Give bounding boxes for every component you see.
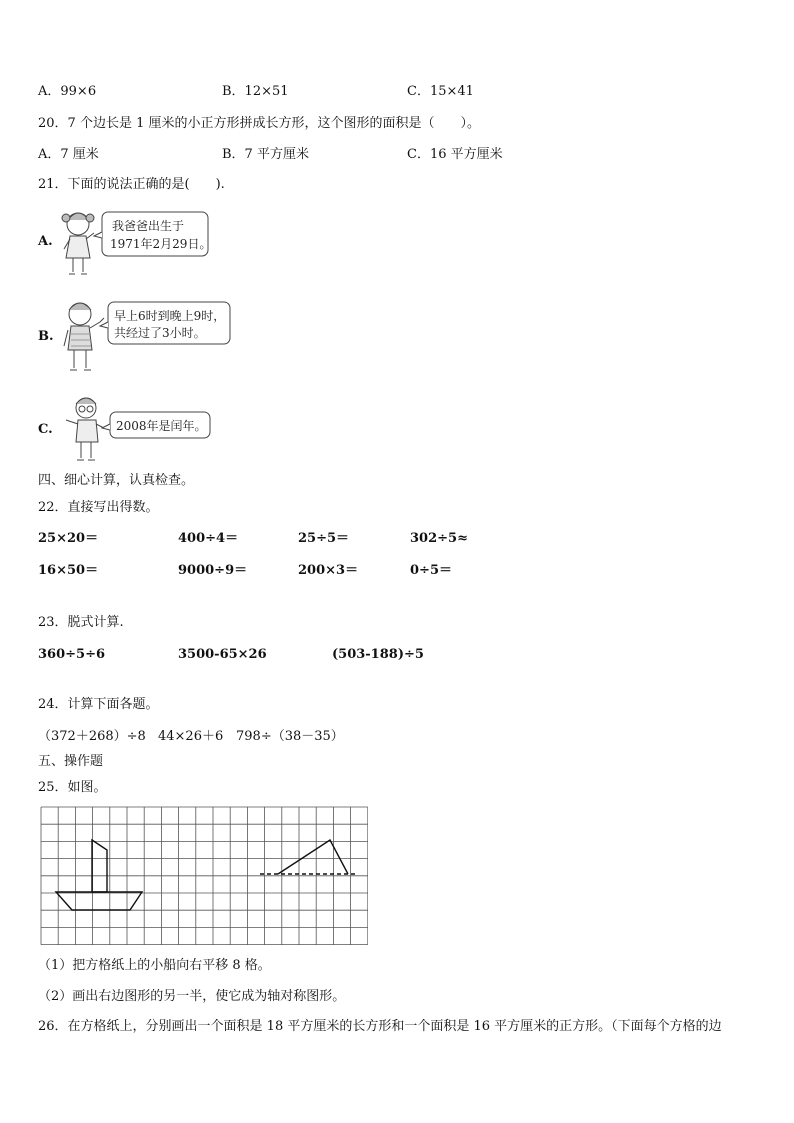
q25-sub-1: （1）把方格纸上的小船向右平移 8 格。: [38, 958, 271, 973]
q22-item: 302÷5≈: [410, 531, 468, 546]
q21-option-a-label: A.: [38, 234, 53, 249]
speech-c-line1: 2008年是闰年。: [116, 419, 207, 433]
section-5-heading: 五、操作题: [38, 754, 104, 769]
speech-b-line2: 共经过了3小时。: [114, 326, 206, 340]
q22-row-2: [0, 563, 794, 579]
section-4-heading: 四、细心计算，认真检查。: [38, 473, 195, 488]
q23-text: 23．脱式计算.: [38, 615, 124, 630]
q22-item: 400÷4＝: [178, 531, 239, 546]
q19-option-a: A．99×6: [38, 84, 97, 99]
q23-item: 360÷5÷6: [38, 647, 106, 662]
q22-row-1: [0, 531, 794, 547]
girl-illustration: [60, 204, 220, 284]
q25-sub-2: （2）画出右边图形的另一半，使它成为轴对称图形。: [38, 989, 346, 1004]
q24-item: 44×26＋6: [158, 729, 224, 744]
q21-option-c-label: C.: [38, 422, 53, 437]
q24-item: （372＋268）÷8: [38, 729, 146, 744]
q24-items: [0, 729, 794, 745]
q20-options: [0, 147, 794, 163]
q22-item: 200×3＝: [298, 563, 359, 578]
q25-text: 25．如图。: [38, 780, 107, 795]
q24-item: 798÷（38－35）: [236, 729, 344, 744]
q24-text: 24．计算下面各题。: [38, 697, 159, 712]
q19-option-c: C．15×41: [407, 84, 474, 99]
q22-item: 9000÷9＝: [178, 563, 248, 578]
q22-item: 0÷5＝: [410, 563, 452, 578]
half-figure: [260, 840, 355, 874]
q20-option-a: A．7 厘米: [38, 147, 99, 162]
q20-option-b: B．7 平方厘米: [222, 147, 309, 162]
q22-item: 25÷5＝: [298, 531, 350, 546]
q22-item: 25×20＝: [38, 531, 99, 546]
q22-item: 16×50＝: [38, 563, 99, 578]
q21-text: 21．下面的说法正确的是( ).: [38, 177, 225, 192]
q22-text: 22．直接写出得数。: [38, 500, 159, 515]
glasses-boy-illustration: [60, 394, 220, 466]
q21-option-b-label: B.: [38, 329, 54, 344]
speech-a-line2: 1971年2月29日。: [110, 237, 212, 251]
q23-items: [0, 647, 794, 663]
q19-options: [0, 84, 794, 100]
q26-text: 26．在方格纸上，分别画出一个面积是 18 平方厘米的长方形和一个面积是 16 平方厘米的正方形。（下面每个方格的边: [38, 1019, 722, 1034]
q20-option-c: C．16 平方厘米: [407, 147, 503, 162]
speech-a-line1: 我爸爸出生于: [112, 219, 185, 233]
grid-paper: [40, 806, 368, 948]
q20-text: 20．7 个边长是 1 厘米的小正方形拼成长方形，这个图形的面积是（ ）。: [38, 116, 480, 131]
boat-figure: [56, 840, 142, 910]
q19-option-b: B．12×51: [222, 84, 289, 99]
q23-item: (503-188)÷5: [332, 647, 424, 662]
boy-illustration: [60, 298, 240, 378]
q23-item: 3500-65×26: [178, 647, 267, 662]
speech-b-line1: 早上6时到晚上9时，: [114, 309, 226, 323]
